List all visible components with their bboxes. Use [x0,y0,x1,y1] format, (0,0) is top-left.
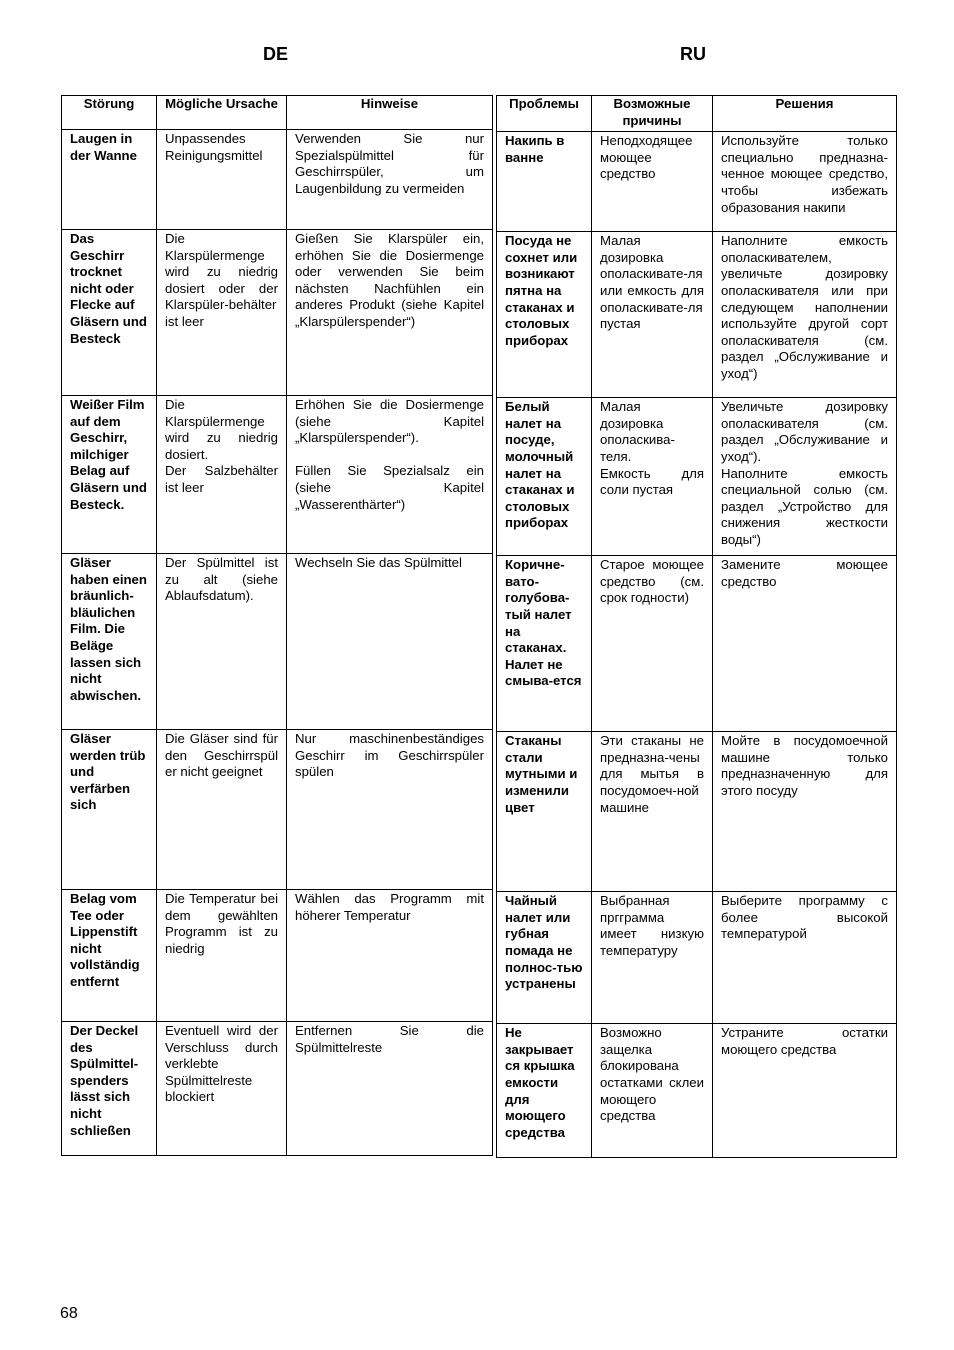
problem-cell: Gläser haben einen bräunlich-bläulichen Film. Die Beläge lassen sich nicht abwischen. [62,554,157,730]
troubleshooting-table-de [61,95,493,1156]
solution-cell: Wechseln Sie das Spülmittel [287,554,493,730]
column-header-cause: Mögliche Ursache [157,96,287,130]
language-label-de: DE [263,44,289,64]
problem-cell: Der Deckel des Spülmittel-spenders lässt sich nicht schließen [62,1022,157,1156]
problem-cell: Чайный налет или губная помада не полнос-тью устранены [497,892,592,1024]
cause-cell: Die Klarspülermenge wird zu niedrig dosiert oder der Klarspüler-behälter ist leer [157,230,287,396]
cause-cell: Эти стаканы не предназна-чены для мытья в посудомоеч-ной машине [592,732,713,892]
solution-cell: Увеличьте дозировку ополаскивателя (см. раздел „Обслуживание и уход“). Наполните емкость специальной солью (см. раздел „Устройство для снижения жесткости воды“) [713,398,897,556]
column-header-cause: Возможные причины [592,96,713,132]
problem-cell: Gläser werden trüb und verfärben sich [62,730,157,890]
solution-cell: Verwenden Sie nur Spezialspülmittel für Geschirrspüler, um Laugenbildung zu vermeiden [287,130,493,230]
problem-cell: Накипь в ванне [497,132,592,232]
table-row [62,230,493,396]
cause-cell: Eventuell wird der Verschluss durch verklebte Spülmittelreste blockiert [157,1022,287,1156]
problem-cell: Das Geschirr trocknet nicht oder Flecke auf Gläsern und Besteck [62,230,157,396]
table-row [62,730,493,890]
problem-cell: Посуда не сохнет или возникают пятна на стаканах и столовых приборах [497,232,592,398]
column-header-solution: Hinweise [287,96,493,130]
solution-cell: Wählen das Programm mit höherer Temperatur [287,890,493,1022]
problem-cell: Weißer Film auf dem Geschirr, milchiger Belag auf Gläsern und Besteck. [62,396,157,554]
solution-cell: Nur maschinenbeständiges Geschirr im Geschirrspüler spülen [287,730,493,890]
solution-cell: Entfernen Sie die Spülmittelreste [287,1022,493,1156]
solution-cell: Erhöhen Sie die Dosiermenge (siehe Kapitel „Klarspülerspender“). Füllen Sie Spezialsalz ein (siehe Kapitel „Wasserenthärter“) [287,396,493,554]
solution-cell: Gießen Sie Klarspüler ein, erhöhen Sie die Dosiermenge oder verwenden Sie beim nächsten Nachfühlen ein anderes Produkt (siehe Kapitel „Klarspülerspender“) [287,230,493,396]
cause-cell: Старое моющее средство (см. срок годности) [592,556,713,732]
page-number: 68 [60,1305,78,1322]
table-row [497,892,897,1024]
cause-cell: Die Klarspülermenge wird zu niedrig dosiert. Der Salzbehälter ist leer [157,396,287,554]
table-row [497,1024,897,1158]
table-row [62,1022,493,1156]
cause-cell: Die Gläser sind für den Geschirrspül er nicht geeignet [157,730,287,890]
cause-cell: Возможно защелка блокирована остатками склеи моющего средства [592,1024,713,1158]
table-row [62,130,493,230]
solution-cell: Выберите программу с более высокой температурой [713,892,897,1024]
cause-cell: Малая дозировка ополаскивате-ля или емкость для ополаскивате-ля пустая [592,232,713,398]
cause-cell: Неподходящее моющее средство [592,132,713,232]
problem-cell: Не закрывает ся крышка емкости для моющего средства [497,1024,592,1158]
cause-cell: Малая дозировка ополаскива-теля. Емкость для соли пустая [592,398,713,556]
cause-cell: Die Temperatur bei dem gewählten Programm ist zu niedrig [157,890,287,1022]
column-header-problem: Störung [62,96,157,130]
troubleshooting-table-ru [496,95,897,1158]
table-header-row [497,96,897,132]
cause-cell: Выбранная пргграмма имеет низкую температуру [592,892,713,1024]
table-row [497,556,897,732]
solution-cell: Используйте только специально предназна-ченное моющее средство, чтобы избежать образования накипи [713,132,897,232]
solution-cell: Наполните емкость ополаскивателем, увеличьте дозировку ополаскивателя или при следующем наполнении используйте другой сорт ополаскивателя (см. раздел „Обслуживание и уход“) [713,232,897,398]
solution-cell: Устраните остатки моющего средства [713,1024,897,1158]
table-row [497,132,897,232]
table-row [497,732,897,892]
column-header-problem: Проблемы [497,96,592,132]
table-header-row [62,96,493,130]
column-header-solution: Решения [713,96,897,132]
cause-cell: Der Spülmittel ist zu alt (siehe Ablaufsdatum). [157,554,287,730]
problem-cell: Белый налет на посуде, молочный налет на стаканах и столовых приборах [497,398,592,556]
problem-cell: Belag vom Tee oder Lippenstift nicht vollständig entfernt [62,890,157,1022]
table-row [497,232,897,398]
table-row [62,554,493,730]
solution-cell: Замените моющее средство [713,556,897,732]
table-row [62,890,493,1022]
solution-cell: Мойте в посудомоечной машине только предназначенную для этого посуду [713,732,897,892]
cause-cell: Unpassendes Reinigungsmittel [157,130,287,230]
table-row [62,396,493,554]
problem-cell: Laugen in der Wanne [62,130,157,230]
problem-cell: Коричне-вато-голубова-тый налет на стаканах. Налет не смыва-ется [497,556,592,732]
table-row [497,398,897,556]
problem-cell: Стаканы стали мутными и изменили цвет [497,732,592,892]
language-label-ru: RU [680,44,706,64]
